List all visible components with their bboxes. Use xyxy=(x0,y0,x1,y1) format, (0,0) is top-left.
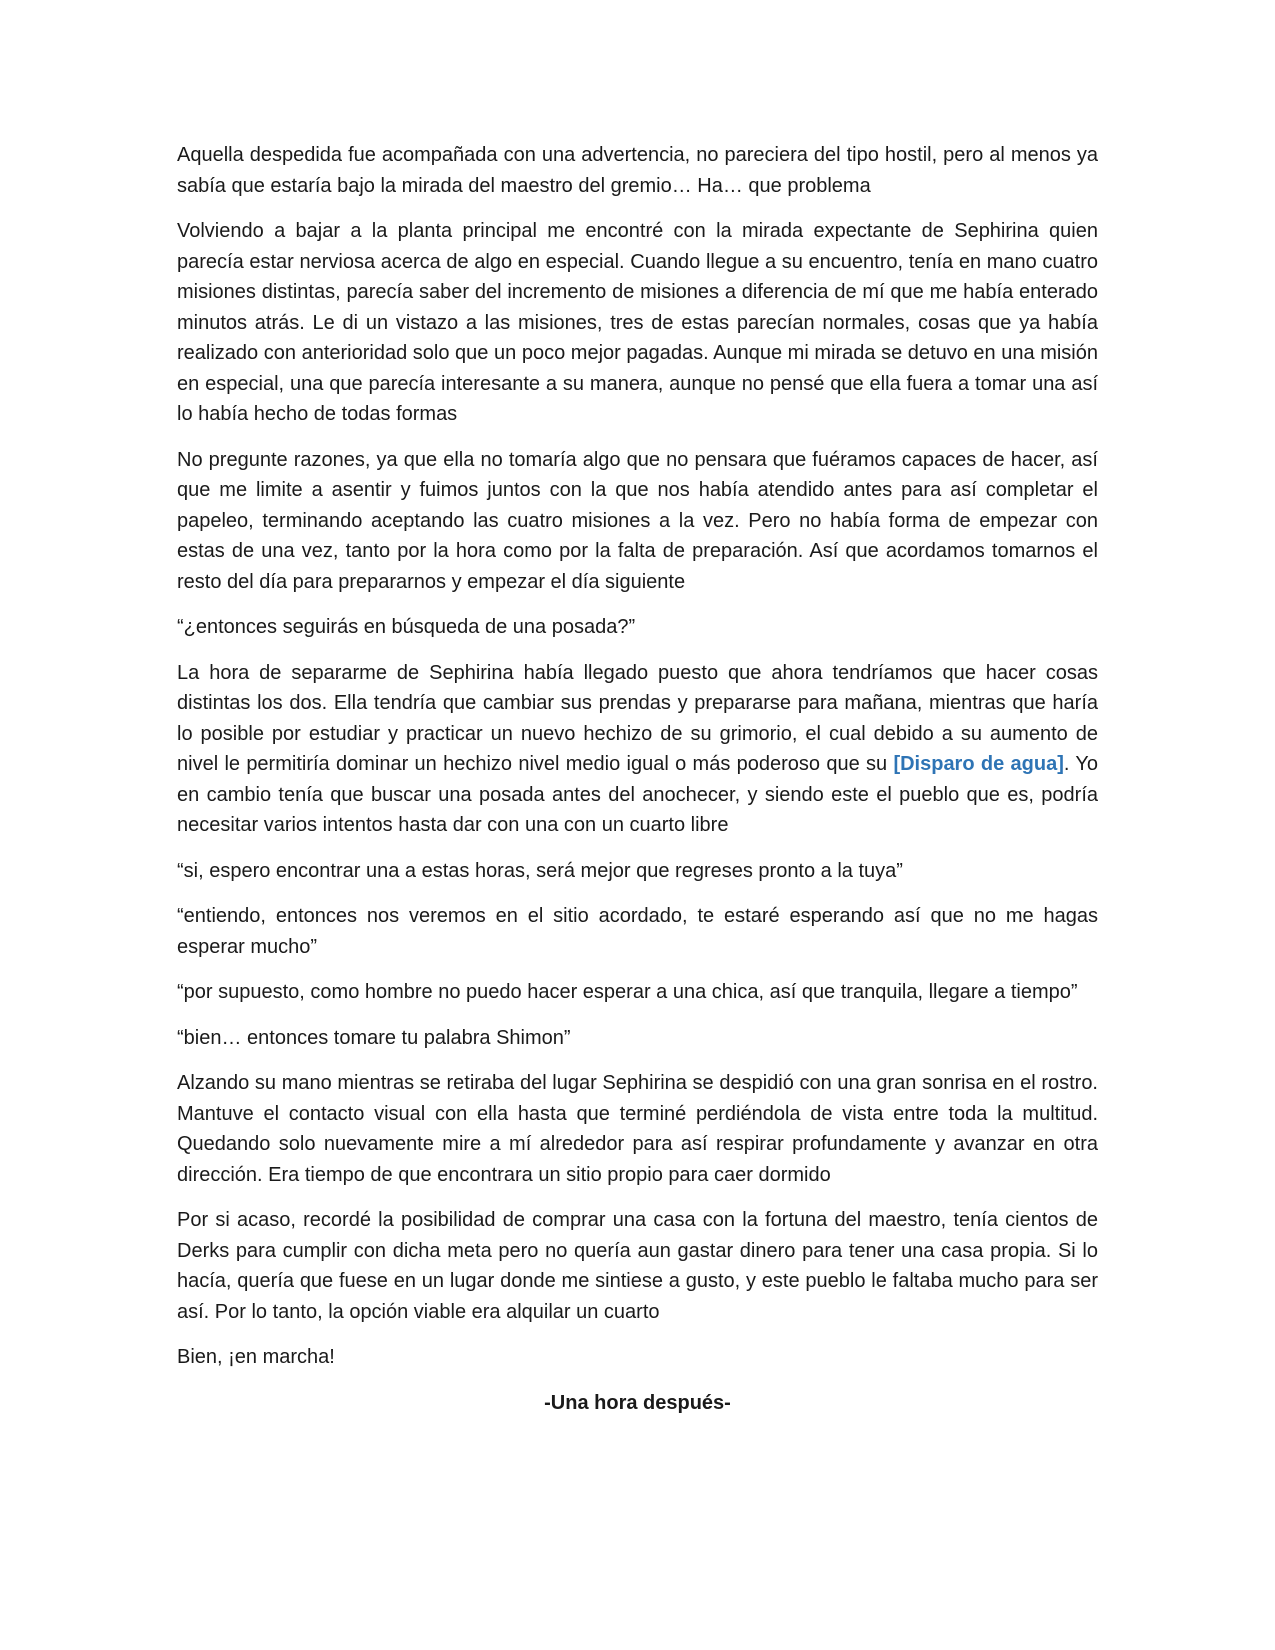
paragraph-5-text-before: La hora de separarme de Sephirina había llegado puesto que ahora tendríamos que hacer cosas distintas los dos. Ella tendría que cambiar sus prendas y prepararse para mañana, mientras que haría lo posible por estudiar y practicar un nuevo hechizo de su grimorio, el cual debido a su aumento de nivel le permitiría dominar un hechizo nivel medio igual o más poderoso que su xyxy=(177,661,1098,775)
dialogue-line-3: “entiendo, entonces nos veremos en el sitio acordado, te estaré esperando así que no me hagas esperar mucho” xyxy=(177,905,1098,958)
dialogue-line-2: “si, espero encontrar una a estas horas, será mejor que regreses pronto a la tuya” xyxy=(177,859,903,882)
scene-break-heading: -Una hora después- xyxy=(544,1391,731,1414)
paragraph-3: No pregunte razones, ya que ella no tomaría algo que no pensara que fuéramos capaces de hacer, así que me limite a asentir y fuimos juntos con la que nos había atendido antes para así completar el papeleo, terminando aceptando las cuatro misiones a la vez. Pero no había forma de empezar con estas de una vez, tanto por la hora como por la falta de preparación. Así que acordamos tomarnos el resto del día para prepararnos y empezar el día siguiente xyxy=(177,448,1098,593)
paragraph-2: Volviendo a bajar a la planta principal me encontré con la mirada expectante de Sephirina quien parecía estar nerviosa acerca de algo en especial. Cuando llegue a su encuentro, tenía en mano cuatro misiones distintas, parecía saber del incremento de misiones a diferencia de mí que me había enterado minutos atrás. Le di un vistazo a las misiones, tres de estas parecían normales, cosas que ya había realizado con anterioridad solo que un poco mejor pagadas. Aunque mi mirada se detuvo en una misión en especial, una que parecía interesante a su manera, aunque no pensé que ella fuera a tomar una así lo había hecho de todas formas xyxy=(177,220,1098,425)
paragraph-10: Alzando su mano mientras se retiraba del lugar Sephirina se despidió con una gran sonrisa en el rostro. Mantuve el contacto visual con ella hasta que terminé perdiéndola de vista entre toda la multitud. Quedando solo nuevamente mire a mí alrededor para así respirar profundamente y avanzar en otra dirección. Era tiempo de que encontrara un sitio propio para caer dormido xyxy=(177,1072,1098,1186)
paragraph-11: Por si acaso, recordé la posibilidad de comprar una casa con la fortuna del maestro, tenía cientos de Derks para cumplir con dicha meta pero no quería aun gastar dinero para tener una casa propia. Si lo hacía, quería que fuese en un lugar donde me sintiese a gusto, y este pueblo le faltaba mucho para ser así. Por lo tanto, la opción viable era alquilar un cuarto xyxy=(177,1209,1098,1323)
paragraph-5 xyxy=(177,658,1098,841)
dialogue-line-4: “por supuesto, como hombre no puedo hacer esperar a una chica, así que tranquila, llegare a tiempo” xyxy=(177,981,1078,1003)
document-page xyxy=(177,140,1098,1433)
paragraph-12: Bien, ¡en marcha! xyxy=(177,1346,335,1368)
paragraph-1: Aquella despedida fue acompañada con una advertencia, no pareciera del tipo hostil, pero al menos ya sabía que estaría bajo la mirada del maestro del gremio… Ha… que problema xyxy=(177,144,1098,197)
spell-name-highlight: [Disparo de agua] xyxy=(893,753,1064,775)
dialogue-line-1: “¿entonces seguirás en búsqueda de una posada?” xyxy=(177,616,636,638)
dialogue-line-5: “bien… entonces tomare tu palabra Shimon” xyxy=(177,1026,571,1049)
paragraph-5-text-after: . Yo en cambio tenía que buscar una posada antes del anochecer, y siendo este el pueblo que es, podría necesitar varios intentos hasta dar con una con un cuarto libre xyxy=(177,753,1098,836)
